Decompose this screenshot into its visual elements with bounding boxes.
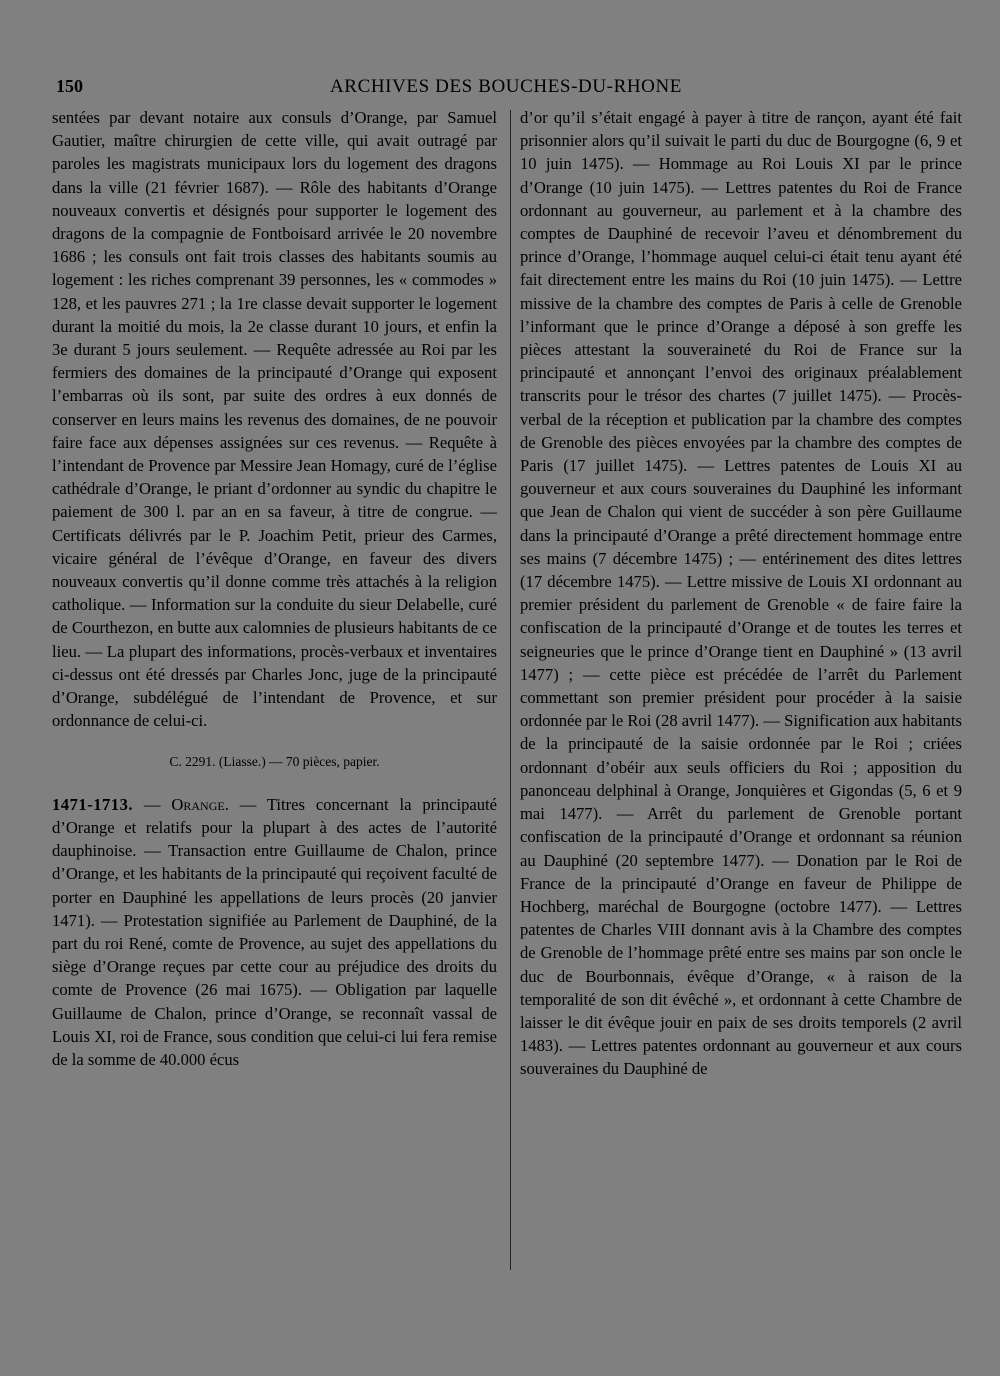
paragraph-continued: sentées par devant notaire aux consuls d’Orange, par Samuel Gautier, maître chirurgien de cette ville, qui avait outragé par paroles les magistrats municipaux lors du logement des dragons dans la ville (21 février 1687). — Rôle des habitants d’Orange nouveaux convertis et désignés pour supporter le logement des dragons de la compagnie de Fontboisard arrivée le 20 novembre 1686 ; les consuls ont fait trois classes des habitants soumis au logement : les riches comprenant 39 personnes, les « commodes » 128, et les pauvres 271 ; la 1re classe devait supporter le logement durant la moitié du mois, la 2e classe durant 10 jours, et enfin la 3e durant 5 jours seulement. — Requête adressée au Roi par les fermiers des domaines de la principauté d’Orange qui exposent l’embarras où ils sont, par suite des ordres à eux donnés de conserver en leurs mains les revenus des domaines, de ne pouvoir faire face aux dépenses assignées sur ces revenus. — Requête à l’intendant de Provence par Messire Jean Homagy, curé de l’église cathédrale d’Orange, le priant d’ordonner au syndic du chapitre le paiement de 300 l. par an en sa faveur, à titre de congrue. — Certificats délivrés par le P. Joachim Petit, prieur des Carmes, vicaire général de l’évêque d’Orange, en faveur des divers nouveaux convertis qu’il donne comme très attachés à la religion catholique. — Information sur la conduite du sieur Delabelle, curé de Courthezon, en butte aux calomnies de plusieurs habitants de ce lieu. — La plupart des informations, procès-verbaux et inventaires ci-dessus ont été dressés par Charles Jonc, juge de la principauté d’Orange, subdélégué de l’intendant de Provence, et sur ordonnance de celui-ci. (52, 108, 497, 731)
entry-date: 1471-1713. (52, 794, 134, 814)
right-column (520, 106, 962, 1081)
entry-title: Orange. (171, 794, 229, 814)
running-title: ARCHIVES DES BOUCHES-DU-RHONE (329, 76, 683, 97)
column-divider (510, 110, 511, 1270)
page-header (56, 76, 956, 106)
entry-separator: — (133, 794, 172, 814)
page-number: 150 (56, 76, 83, 96)
entry-paragraph (52, 793, 497, 1071)
left-column (52, 106, 497, 1071)
paragraph-right: d’or qu’il s’était engagé à payer à titre de rançon, ayant été fait prisonnier alors qu’il suivait le parti du duc de Bourgogne (6, 9 et 10 juin 1475). — Hommage au Roi Louis XI par le prince d’Orange (10 juin 1475). — Lettres patentes du Roi de France ordonnant au gouverneur, au parlement et à la chambre des comptes de Dauphiné de recevoir l’aveu et dénombrement du prince d’Orange, l’hommage auquel celui-ci était tenu ayant été fait directement entre les mains du Roi (10 juin 1475). — Lettre missive de la chambre des comptes de Paris à celle de Grenoble l’informant que le prince d’Orange a déposé à son greffe les pièces attestant la souveraineté du Roi de France sur la principauté et annonçant l’envoi des originaux préalablement transcrits pour le trésor des chartes (7 juillet 1475). — Procès-verbal de la réception et publication par la chambre des comptes de Grenoble des pièces envoyées par la chambre des comptes de Paris (17 juillet 1475). — Lettres patentes de Louis XI au gouverneur et aux cours souveraines du Dauphiné les informant que Jean de Chalon qui vient de succéder à son père Guillaume dans la principauté d’Orange a prêté directement hommage entre ses mains (7 décembre 1475) ; — entérinement des dites lettres (17 décembre 1475). — Lettre missive de Louis XI ordonnant au premier président du parlement de Grenoble « de faire faire la confiscation de la principauté d’Orange et de toutes les terres et seigneuries que le prince d’Orange tient en Dauphiné » (13 avril 1477) ; — cette pièce est précédée de l’arrêt du Parlement commettant son premier président pour procéder à la saisie ordonnée par le Roi (28 avril 1477). — Signification aux habitants de la principauté de la saisie ordonnée par le Roi ; criées ordonnant d’obéir aux seuls officiers du Roi ; apposition du panonceau delphinal à Orange, Jonquières et Gigondas (5, 6 et 9 mai 1477). — Arrêt du parlement de Grenoble portant confiscation de la principauté d’Orange et ordonnant sa réunion au Dauphiné (20 septembre 1477). — Donation par le Roi de France de la principauté d’Orange en faveur de Philippe de Hochberg, maréchal de Bourgogne (octobre 1477). — Lettres patentes de Charles VIII donnant avis à la Chambre des comptes de Grenoble de l’hommage prêté entre ses mains par son oncle le duc de Bourbonnais, évêque d’Orange, « à raison de la temporalité de son dit évêché », et ordonnant à cette Chambre de laisser le dit évêque jouir en paix de ses droits temporels (2 avril 1483). — Lettres patentes ordonnant au gouverneur et aux cours souveraines du Dauphiné de (520, 108, 962, 1079)
entry-text: — Titres concernant la principauté d’Orange et relatifs pour la plupart à des actes de l’autorité dauphinoise. — Transaction entre Guillaume de Chalon, prince d’Orange, et les habitants de la principauté qui reçoivent faculté de porter en Dauphiné les appellations de leurs procès (20 janvier 1471). — Protestation signifiée au Parlement de Dauphiné, de la part du roi René, comte de Provence, au sujet des appellations du siège d’Orange reçues par cette cour au préjudice des droits du comte de Provence (26 mai 1675). — Obligation par laquelle Guillaume de Chalon, prince d’Orange, se reconnaît vassal de Louis XI, roi de France, sous condition que celui-ci lui fera remise de la somme de 40.000 écus (52, 794, 497, 1069)
archive-reference: C. 2291. (Liasse.) — 70 pièces, papier. (169, 754, 380, 770)
